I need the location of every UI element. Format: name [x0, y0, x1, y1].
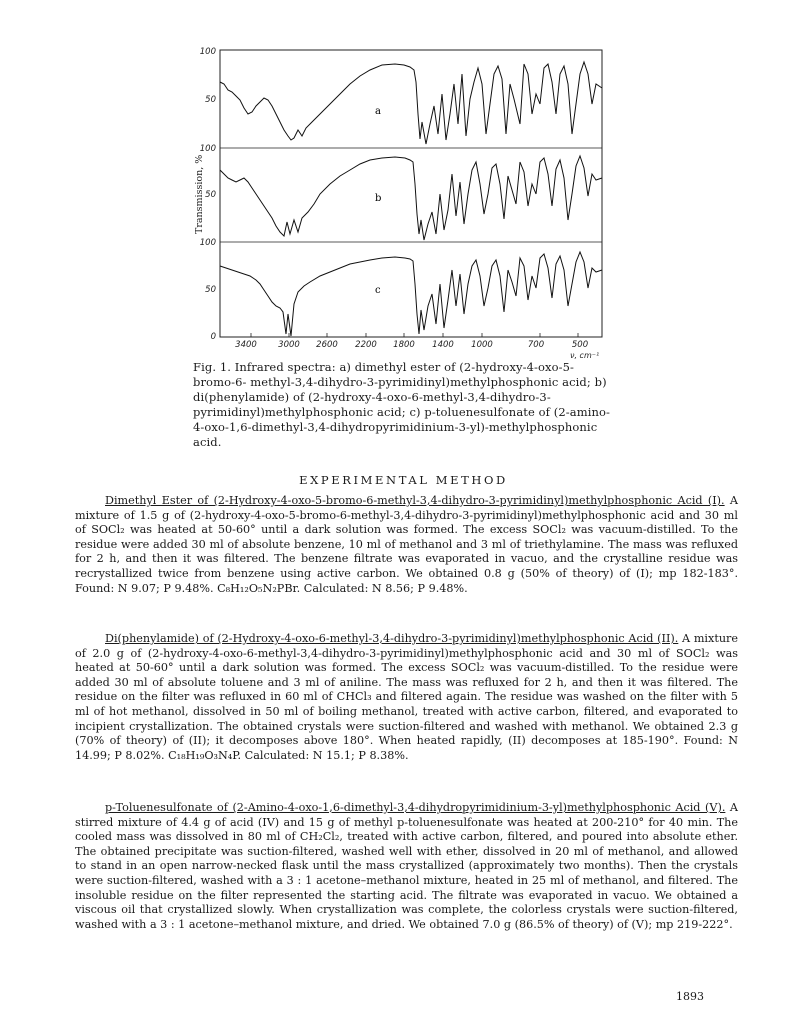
ir-spectra-plot	[190, 44, 610, 360]
paragraph-body: A stirred mixture of 4.4 g of acid (IV) and 15 g of methyl p-toluenesulfonate was heated at 200-210° for 40 min. The cooled mass was dissolved in 80 ml of CH₂Cl₂, treated with active carbon, filtered, and poured into absolute ether. The obtained precipitate was suction-filtered, washed well with ether, dissolved in 20 ml of methanol, and allowed to stand in an open narrow-necked flask until the mass crystallized (approximately two months). Then the crystals were suction-filtered, washed with a 3 : 1 acetone–methanol mixture, heated in 25 ml of methanol, and filtered. The insoluble residue on the filter represented the starting acid. The filtrate was evaporated in vacuo. We obtained a viscous oil that crystallized slowly. When crystallization was complete, the colorless crystals were suction-filtered, washed with a 3 : 1 acetone–methanol mixture, and dried. We obtained 7.0 g (86.5% of theory) of (V); mp 219-222°.	[75, 801, 738, 931]
paragraph-title: Dimethyl Ester of (2-Hydroxy-4-oxo-5-bromo-6-methyl-3,4-dihydro-3-pyrimidinyl)methylphosphonic Acid (I).	[105, 494, 725, 507]
spectrum-c	[220, 252, 602, 336]
section-heading: EXPERIMENTAL METHOD	[299, 473, 508, 487]
x-tick-2600: 2600	[316, 340, 338, 350]
panel-c-letter: c	[375, 285, 381, 296]
paragraph-title: p-Toluenesulfonate of (2-Amino-4-oxo-1,6-dimethyl-3,4-dihydropyrimidinium-3-yl)methylphosphonic Acid (V).	[105, 801, 726, 814]
panel-c-tick-0: 0	[210, 332, 216, 342]
paragraph-body: A mixture of 2.0 g of (2-hydroxy-4-oxo-6-methyl-3,4-dihydro-3-pyrimidinyl)methylphosphonic acid and 30 ml of SOCl₂ was heated at 50-60° until a dark solution was formed. The excess SOCl₂ was vacuum-distilled. To the residue were added 30 ml of absolute toluene and 3 ml of aniline. The mass was refluxed for 2 h, and then it was filtered. The residue on the filter was refluxed in 60 ml of CHCl₃ and filtered again. The residue was washed on the filter with 5 ml of hot methanol, dissolved in 50 ml of boiling methanol, treated with active carbon, filtered, and evaporated to incipient crystallization. The obtained crystals were suction-filtered and washed with methanol. We obtained 2.3 g (70% of theory) of (II); it decomposes above 180°. When heated rapidly, (II) decomposes at 185-190°. Found: N 14.99; P 8.02%. C₁₈H₁₉O₃N₄P. Calculated: N 15.1; P 8.38%.	[75, 632, 738, 762]
spectrum-b	[220, 156, 602, 240]
x-tick-1000: 1000	[471, 340, 493, 350]
panel-b-tick-100: 100	[199, 144, 216, 154]
x-tick-1800: 1800	[393, 340, 415, 350]
x-tick-3400: 3400	[235, 340, 257, 350]
ir-spectra-figure	[190, 44, 610, 360]
panel-c-tick-50: 50	[205, 285, 216, 295]
panel-c-tick-100: 100	[199, 238, 216, 248]
figure-caption: Fig. 1. Infrared spectra: a) dimethyl ester of (2-hydroxy-4-oxo-5-bromo-6- methyl-3,4-dihydro-3-pyrimidinyl)methylphosphonic acid; b) di(phenylamide) of (2-hydroxy-4-oxo-6-methyl-3,4-dihydro-3-pyrimidinyl)methylphosphonic acid; c) p-toluenesulfonate of (2-amino-4-oxo-1,6-dimethyl-3,4-dihydropyrimidinium-3-yl)-methylphosphonic acid.	[193, 360, 611, 449]
x-tick-2200: 2200	[355, 340, 377, 350]
panel-b-letter: b	[375, 193, 382, 204]
paragraph-title: Di(phenylamide) of (2-Hydroxy-4-oxo-6-methyl-3,4-dihydro-3-pyrimidinyl)methylphosphonic Acid (II).	[105, 632, 679, 645]
panel-a-tick-100: 100	[199, 47, 216, 57]
x-axis-unit: ν, cm⁻¹	[570, 351, 600, 360]
y-axis-label: Transmission, %	[194, 154, 205, 234]
x-tick-700: 700	[527, 340, 545, 350]
paragraph-body: A mixture of 1.5 g of (2-hydroxy-4-oxo-5-bromo-6-methyl-3,4-dihydro-3-pyrimidinyl)methylphosphonic acid and 30 ml of SOCl₂ was heated at 50-60° until a dark solution was formed. The excess SOCl₂ was vacuum-distilled. To the residue were added 30 ml of absolute benzene, 10 ml of methanol and 3 ml of triethylamine. The mass was refluxed for 2 h, and then it was filtered. The benzene filtrate was evaporated in vacuo, and the crystalline residue was recrystallized twice from benzene using active carbon. We obtained 0.8 g (50% of theory) of (I); mp 182-183°. Found: N 9.07; P 9.48%. C₈H₁₂O₅N₂PBr. Calculated: N 8.56; P 9.48%.	[75, 494, 739, 595]
paragraph-compound-v	[75, 801, 738, 932]
x-tick-1400: 1400	[432, 340, 454, 350]
x-tick-500: 500	[571, 340, 589, 350]
x-axis-ticks	[251, 333, 578, 337]
x-tick-3000: 3000	[278, 340, 300, 350]
paragraph-compound-i	[75, 494, 738, 596]
panel-a-letter: a	[375, 106, 381, 117]
page-number: 1893	[676, 990, 704, 1003]
plot-frame	[220, 50, 602, 337]
paragraph-compound-ii	[75, 632, 738, 763]
spectrum-a	[220, 62, 602, 144]
panel-a-tick-50: 50	[205, 95, 216, 105]
panel-b-tick-50: 50	[205, 190, 216, 200]
